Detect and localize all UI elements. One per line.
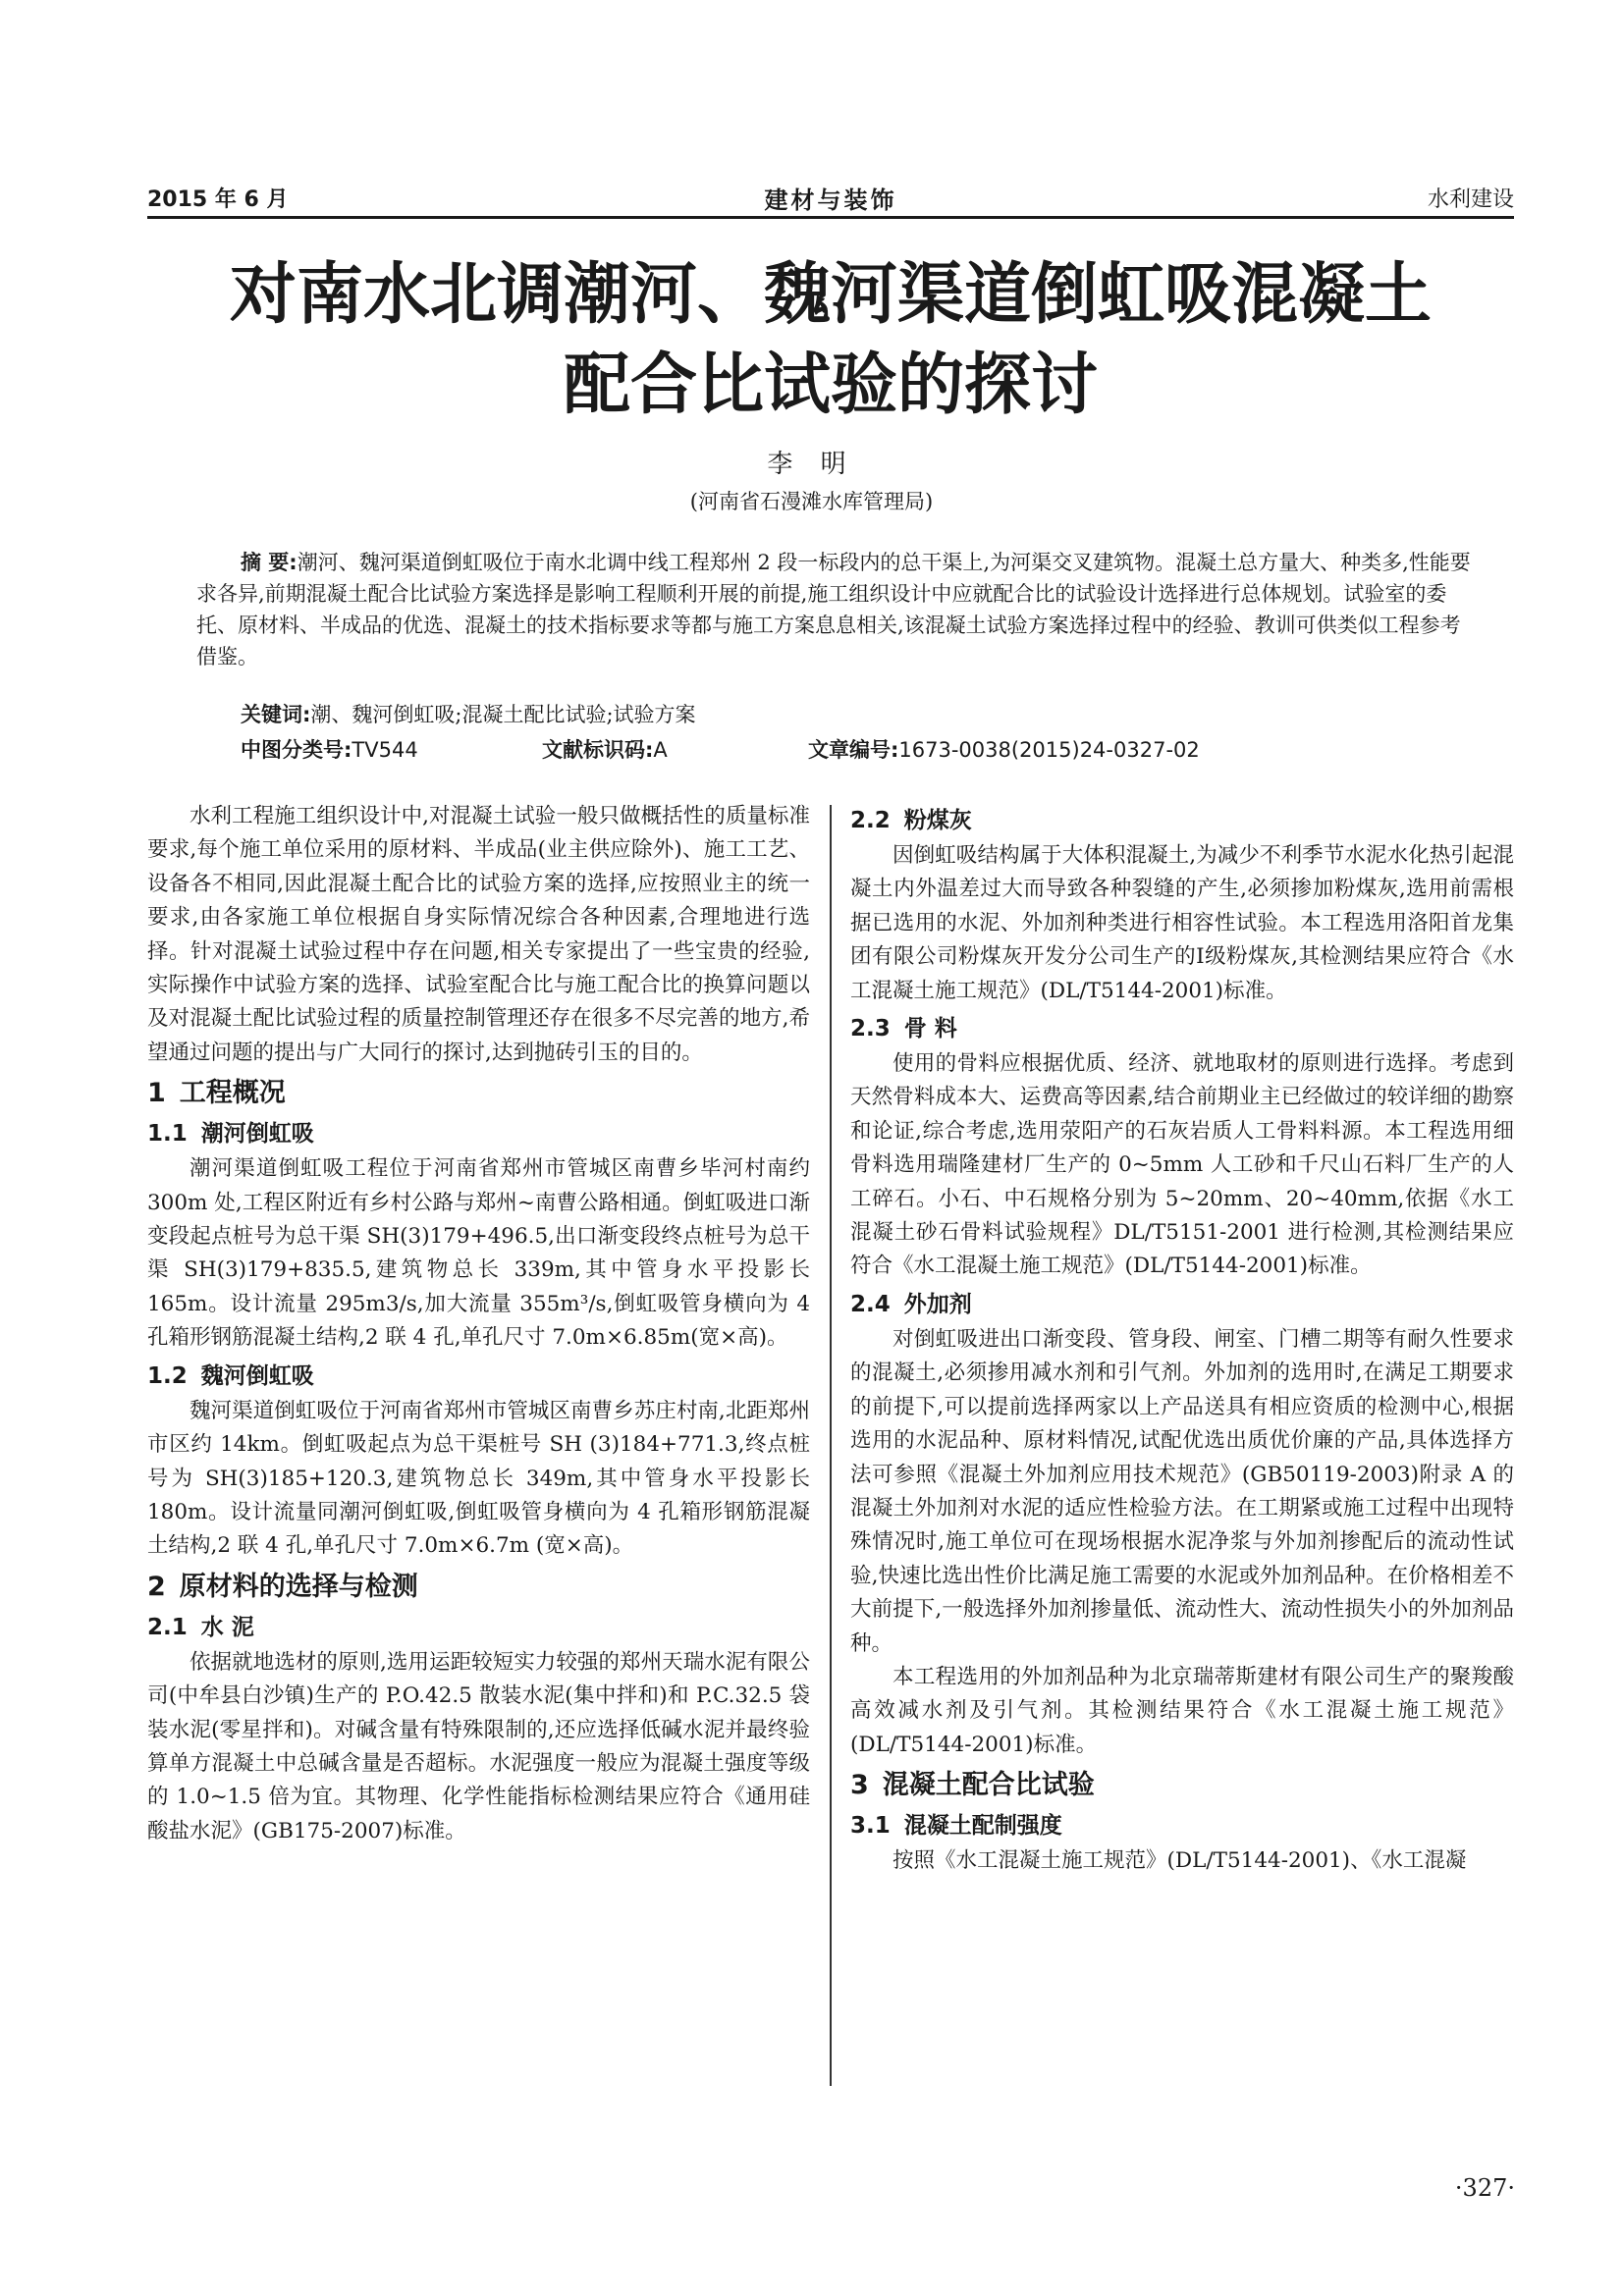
article-number: 文章编号:1673-0038(2015)24-0327-02 bbox=[808, 738, 1200, 762]
section-2-heading: 2 原材料的选择与检测 bbox=[147, 1571, 418, 1602]
author: 李 明 bbox=[767, 450, 856, 479]
abstract-label: 摘 要: bbox=[241, 551, 298, 574]
keywords-label: 关键词: bbox=[241, 703, 311, 726]
page-number: ·327· bbox=[1454, 2174, 1515, 2202]
abstract-text: 潮河、魏河渠道倒虹吸位于南水北调中线工程郑州 2 段一标段内的总干渠上,为河渠交叉建筑物。混凝土总方量大、种类多,性能要求各异,前期混凝土配合比试验方案选择是影响工程顺利开展的前提,施工组织设计中应就配合比的试验设计选择进行总体规划。试验室的委托、原材料、半成品的优选、混凝土的技术指标要求等都与施工方案息息相关,该混凝土试验方案选择过程中的经验、教训可供类似工程参考借鉴。 bbox=[196, 551, 1471, 668]
section-3-1-paragraph: 按照《水工混凝土施工规范》(DL/T5144-2001)、《水工混凝 bbox=[893, 1848, 1467, 1874]
running-header bbox=[147, 175, 1514, 214]
journal-name: 建材与装饰 bbox=[764, 187, 897, 214]
section-2-2-paragraph: 因倒虹吸结构属于大体积混凝土,为减少不利季节水泥水化热引起混凝土内外温差过大而导致各种裂缝的产生,必须掺加粉煤灰,选用前需根据已选用的水泥、外加剂种类进行相容性试验。本工程选用洛阳首龙集团有限公司粉煤灰开发分公司生产的Ⅰ级粉煤灰,其检测结果应符合《水工混凝土施工规范》(DL/T5144-2001)标准。 bbox=[850, 843, 1514, 1003]
section-2-4-paragraph-1: 对倒虹吸进出口渐变段、管身段、闸室、门槽二期等有耐久性要求的混凝土,必须掺用减水剂和引气剂。外加剂的选用时,在满足工期要求的前提下,可以提前选择两家以上产品送具有相应资质的检测中心,根据选用的水泥品种、原材料情况,试配优选出质优价廉的产品,具体选择方法可参照《混凝土外加剂应用技术规范》(GB50119-2003)附录 A 的混凝土外加剂对水泥的适应性检验方法。在工期紧或施工过程中出现特殊情况时,施工单位可在现场根据水泥净浆与外加剂掺配后的流动性试验,快速比选出性价比满足施工需要的水泥或外加剂品种。在价格相差不大前提下,一般选择外加剂掺量低、流动性大、流动性损失小的外加剂品种。 bbox=[850, 1326, 1514, 1656]
clc-number: 中图分类号:TV544 bbox=[241, 738, 418, 762]
section-2-4-heading: 2.4 外加剂 bbox=[850, 1291, 972, 1317]
section-2-3-paragraph: 使用的骨料应根据优质、经济、就地取材的原则进行选择。考虑到天然骨料成本大、运费高等因素,结合前期业主已经做过的较详细的勘察和论证,综合考虑,选用荥阳产的石灰岩质人工骨料料源。本工程选用细骨料选用瑞隆建材厂生产的 0~5mm 人工砂和千尺山石料厂生产的人工碎石。小石、中石规格分别为 5~20mm、20~40mm,依据《水工混凝土砂石骨料试验规程》DL/T5151-2001 进行检测,其检测结果应符合《水工混凝土施工规范》(DL/T5144-2001)标准。 bbox=[850, 1051, 1514, 1279]
intro-paragraph: 水利工程施工组织设计中,对混凝土试验一般只做概括性的质量标准要求,每个施工单位采用的原材料、半成品(业主供应除外)、施工工艺、设备各不相同,因此混凝土配合比的试验方案的选择,应按照业主的统一要求,由各家施工单位根据自身实际情况综合各种因素,合理地进行选择。针对混凝土试验过程中存在问题,相关专家提出了一些宝贵的经验,实际操作中试验方案的选择、试验室配合比与施工配合比的换算问题以及对混凝土配比试验过程的质量控制管理还存在很多不尽完善的地方,希望通过问题的提出与广大同行的探讨,达到抛砖引玉的目的。 bbox=[147, 804, 810, 1065]
column-divider bbox=[830, 805, 832, 2086]
keywords-text: 潮、魏河倒虹吸;混凝土配比试验;试验方案 bbox=[310, 703, 696, 726]
section-2-3-heading: 2.3 骨 料 bbox=[850, 1016, 957, 1042]
affiliation: (河南省石漫滩水库管理局) bbox=[689, 490, 934, 513]
left-column bbox=[147, 800, 810, 1848]
paper-title bbox=[147, 250, 1514, 431]
abstract bbox=[196, 547, 1478, 672]
section-3-1-heading: 3.1 混凝土配制强度 bbox=[850, 1813, 1062, 1840]
section-3-heading: 3 混凝土配合比试验 bbox=[850, 1770, 1095, 1801]
keywords bbox=[241, 699, 696, 728]
right-column bbox=[850, 800, 1514, 1879]
issue-date: 2015 年 6 月 bbox=[147, 187, 289, 212]
section-1-2-paragraph: 魏河渠道倒虹吸位于河南省郑州市管城区南曹乡苏庄村南,北距郑州市区约 14km。倒虹吸起点为总干渠桩号 SH (3)184+771.3,终点桩号为 SH(3)185+120.3,建筑物总长 349m,其中管身水平投影长 180m。设计流量同潮河倒虹吸,倒虹吸管身横向为 4 孔箱形钢筋混凝土结构,2 联 4 孔,单孔尺寸 7.0m×6.7m (宽×高)。 bbox=[147, 1398, 810, 1559]
section-2-1-heading: 2.1 水 泥 bbox=[147, 1614, 254, 1640]
section-1-1-heading: 1.1 潮河倒虹吸 bbox=[147, 1121, 314, 1148]
header-rule bbox=[147, 216, 1514, 219]
title-line-2: 配合比试验的探讨 bbox=[563, 347, 1098, 424]
document-code: 文献标识码:A bbox=[542, 738, 668, 762]
section-2-4-paragraph-2: 本工程选用的外加剂品种为北京瑞蒂斯建材有限公司生产的聚羧酸高效减水剂及引气剂。其检测结果符合《水工混凝土施工规范》(DL/T5144-2001)标准。 bbox=[850, 1664, 1514, 1757]
section-1-heading: 1 工程概况 bbox=[147, 1078, 286, 1109]
section-2-1-paragraph: 依据就地选材的原则,选用运距较短实力较强的郑州天瑞水泥有限公司(中牟县白沙镇)生产的 P.O.42.5 散装水泥(集中拌和)和 P.C.32.5 袋装水泥(零星拌和)。对碱含量有特殊限制的,还应选择低碱水泥并最终验算单方混凝土中总碱含量是否超标。水泥强度一般应为混凝土强度等级的 1.0~1.5 倍为宜。其物理、化学性能指标检测结果应符合《通用硅酸盐水泥》(GB175-2007)标准。 bbox=[147, 1649, 810, 1843]
section-2-2-heading: 2.2 粉煤灰 bbox=[850, 808, 972, 833]
section-1-2-heading: 1.2 魏河倒虹吸 bbox=[147, 1362, 314, 1389]
section-name: 水利建设 bbox=[1427, 187, 1514, 212]
title-line-1: 对南水北调潮河、魏河渠道倒虹吸混凝土 bbox=[229, 256, 1432, 334]
section-1-1-paragraph: 潮河渠道倒虹吸工程位于河南省郑州市管城区南曹乡毕河村南约 300m 处,工程区附近有乡村公路与郑州~南曹公路相通。倒虹吸进口渐变段起点桩号为总干渠 SH(3)179+496.5,出口渐变段终点桩号为总干渠 SH(3)179+835.5,建筑物总长 339m,其中管身水平投影长 165m。设计流量 295m3/s,加大流量 355m³/s,倒虹吸管身横向为 4 孔箱形钢筋混凝土结构,2 联 4 孔,单孔尺寸 7.0m×6.85m(宽×高)。 bbox=[147, 1156, 810, 1351]
